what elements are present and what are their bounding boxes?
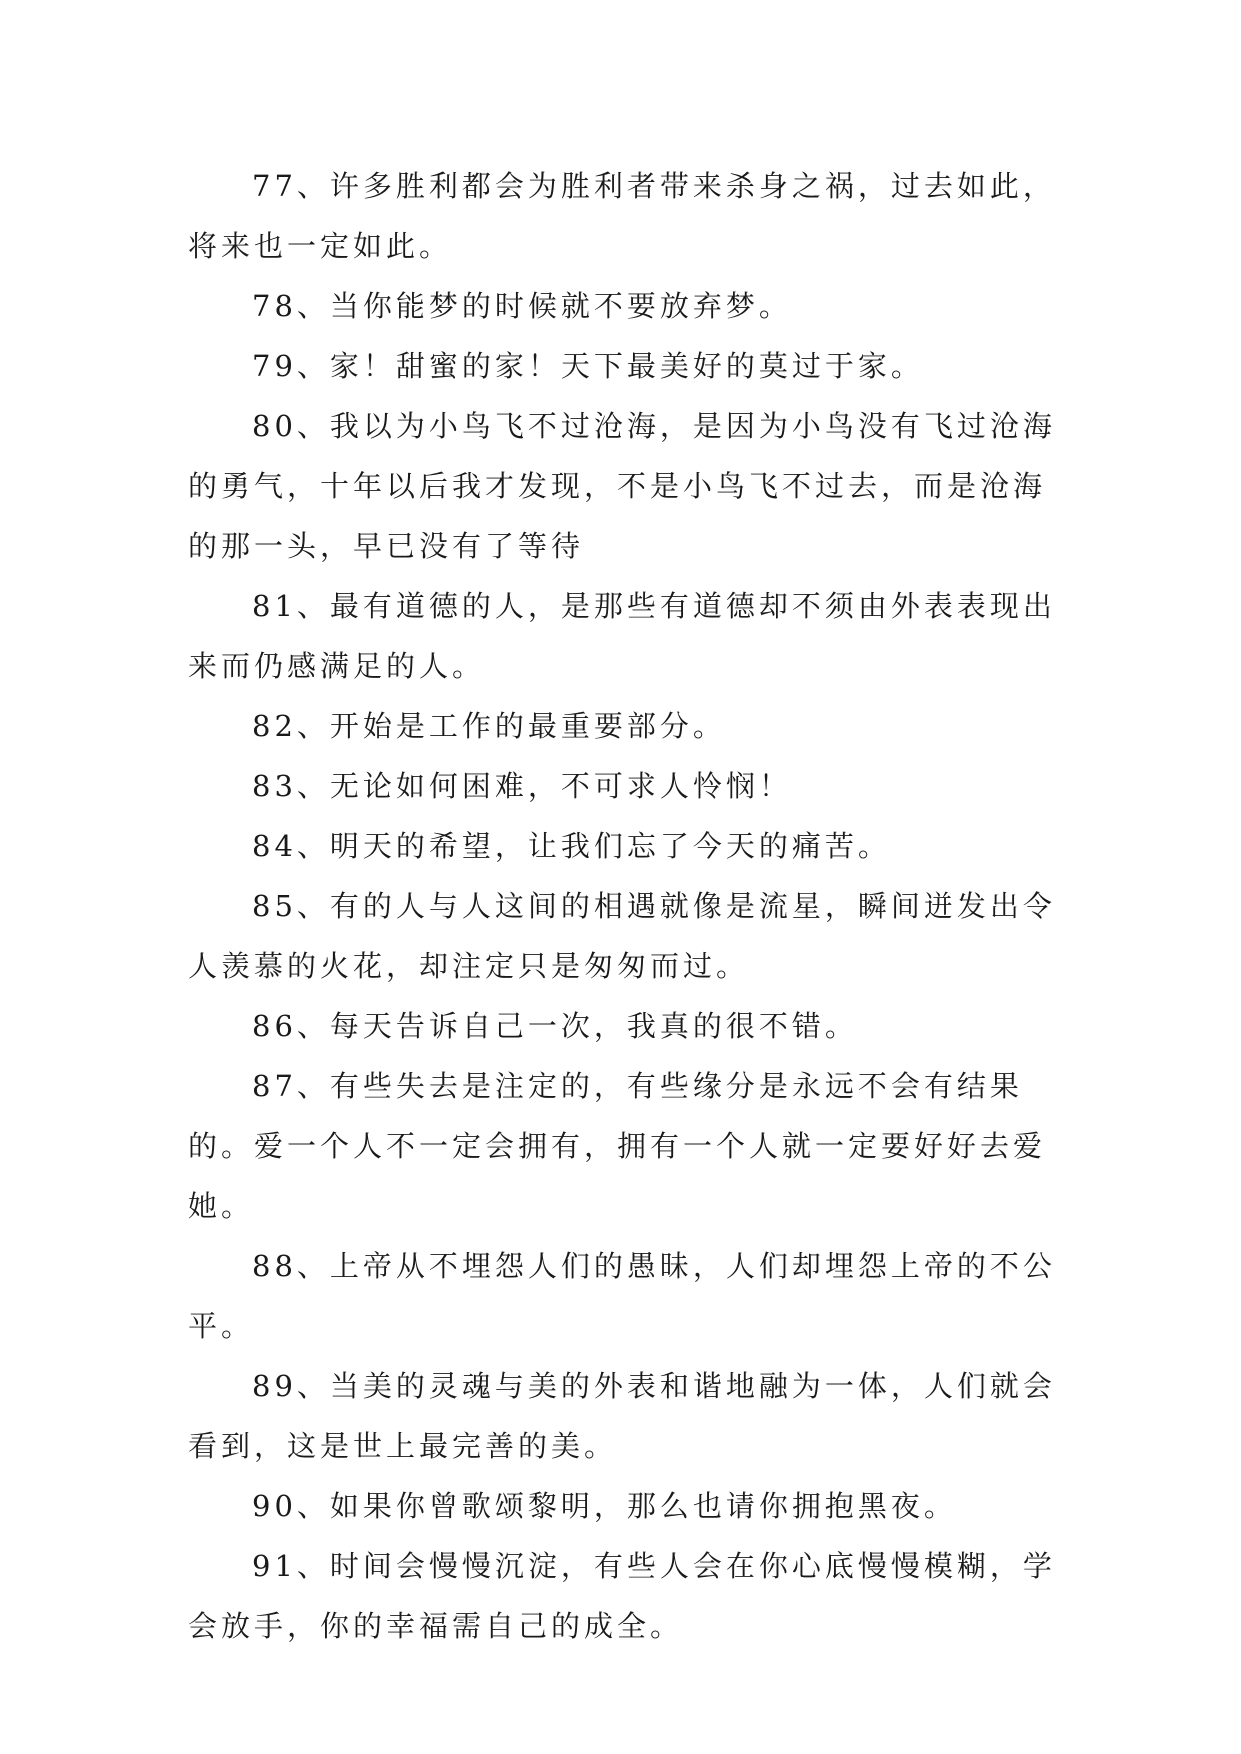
quote-89: 89、当美的灵魂与美的外表和谐地融为一体，人们就会看到，这是世上最完善的美。 xyxy=(188,1369,1056,1463)
quote-82: 82、开始是工作的最重要部分。 xyxy=(252,709,726,743)
quote-85: 85、有的人与人这间的相遇就像是流星，瞬间迸发出令人羡慕的火花，却注定只是匆匆而过。 xyxy=(188,889,1056,983)
quote-90: 90、如果你曾歌颂黎明，那么也请你拥抱黑夜。 xyxy=(252,1489,957,1523)
quote-88: 88、上帝从不埋怨人们的愚昧，人们却埋怨上帝的不公平。 xyxy=(188,1249,1056,1343)
quote-77: 77、许多胜利都会为胜利者带来杀身之祸，过去如此，将来也一定如此。 xyxy=(188,169,1056,263)
quote-79: 79、家！甜蜜的家！天下最美好的莫过于家。 xyxy=(252,349,924,383)
quote-81: 81、最有道德的人，是那些有道德却不须由外表表现出来而仍感满足的人。 xyxy=(188,589,1056,683)
quote-84: 84、明天的希望，让我们忘了今天的痛苦。 xyxy=(252,829,891,863)
quote-80: 80、我以为小鸟飞不过沧海，是因为小鸟没有飞过沧海的勇气，十年以后我才发现，不是小鸟飞不过去，而是沧海的那一头，早已没有了等待 xyxy=(188,409,1056,563)
quote-91: 91、时间会慢慢沉淀，有些人会在你心底慢慢模糊，学会放手，你的幸福需自己的成全。 xyxy=(188,1549,1056,1643)
quote-86: 86、每天告诉自己一次，我真的很不错。 xyxy=(252,1009,858,1043)
quote-87: 87、有些失去是注定的，有些缘分是永远不会有结果的。爱一个人不一定会拥有，拥有一个人就一定要好好去爱她。 xyxy=(188,1069,1047,1223)
document-body xyxy=(188,156,1078,1656)
quote-78: 78、当你能梦的时候就不要放弃梦。 xyxy=(252,289,792,323)
quote-83: 83、无论如何困难，不可求人怜悯！ xyxy=(252,769,792,803)
